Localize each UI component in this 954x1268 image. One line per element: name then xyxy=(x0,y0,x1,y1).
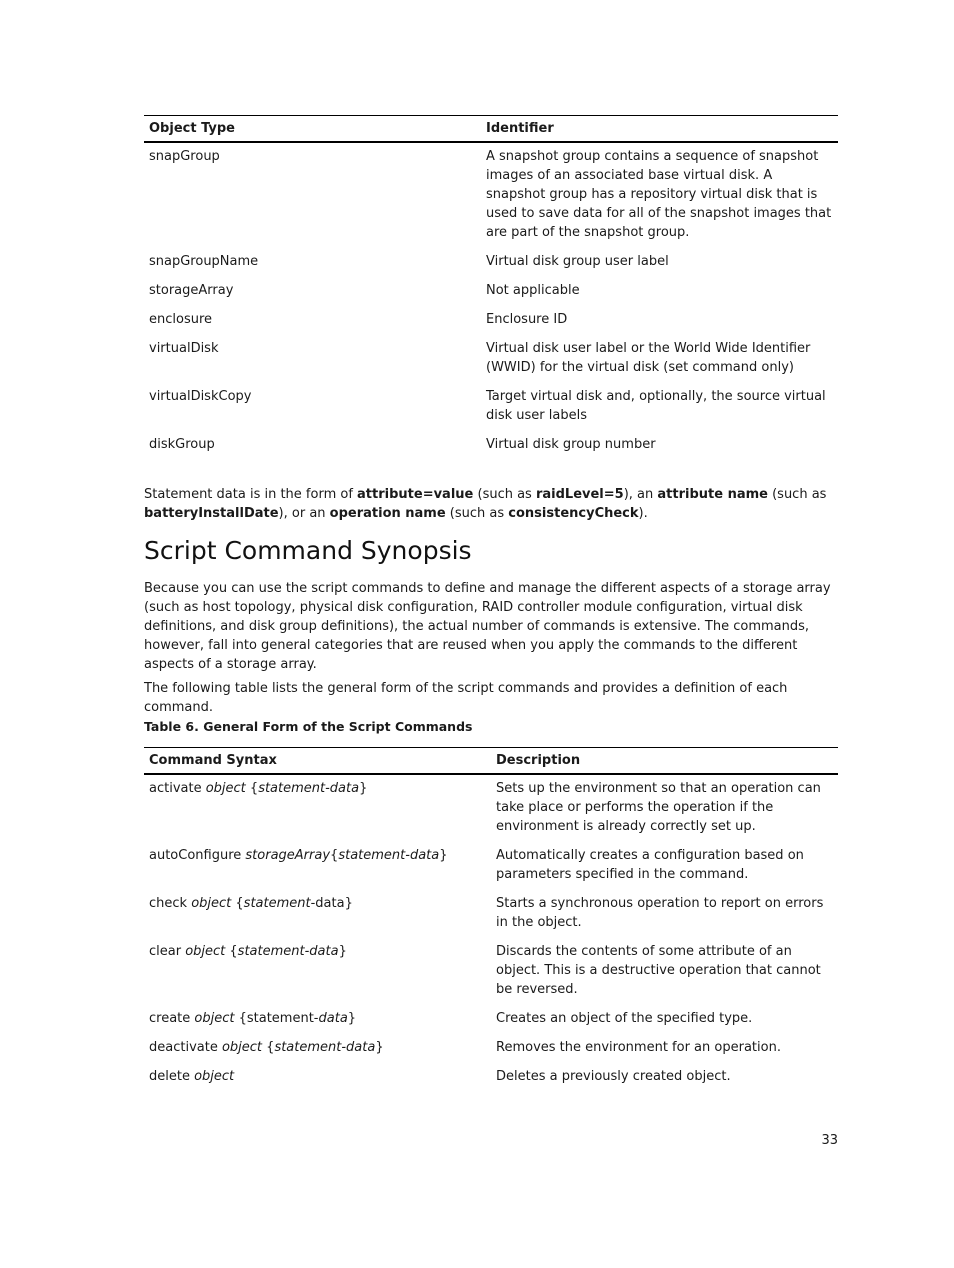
text-run: } xyxy=(338,944,347,959)
description-cell: Sets up the environment so that an operation can take place or performs the operation if the environment is already correctly set up. xyxy=(496,781,821,834)
command-syntax-cell xyxy=(144,894,491,942)
object-type-table xyxy=(144,115,838,464)
column-header-object-type: Object Type xyxy=(144,116,481,143)
bold-term: consistencyCheck xyxy=(508,506,639,521)
section-title: Script Command Synopsis xyxy=(144,536,472,565)
table-caption: Table 6. General Form of the Script Commands xyxy=(144,719,473,734)
identifier-cell: Enclosure ID xyxy=(486,312,568,327)
text-run: { xyxy=(245,781,259,796)
table-row xyxy=(144,774,838,846)
object-term: object xyxy=(191,896,232,911)
description-cell: Automatically creates a configuration based on parameters specified in the command. xyxy=(496,848,804,882)
intro-paragraph: Because you can use the script commands to define and manage the different aspects of a storage array (such as host topology, physical disk configuration, RAID controller module configuration, virtual disk definitions, and disk group definitions), the actual number of commands is extensive. The commands, however, fall into general categories that are reused when you apply the commands to the different aspects of a storage array. xyxy=(144,581,831,672)
table-row xyxy=(144,1067,838,1096)
command-name: create xyxy=(149,1011,195,1026)
command-name: autoConfigure xyxy=(149,848,246,863)
text-run: } xyxy=(347,1011,357,1026)
table-row xyxy=(144,1038,838,1067)
object-term: object xyxy=(185,944,226,959)
table-row xyxy=(144,387,838,435)
table-row xyxy=(144,252,838,281)
table-row xyxy=(144,435,838,464)
object-term: object xyxy=(194,1011,235,1026)
text-run: { xyxy=(225,944,238,959)
text-run: } xyxy=(359,781,368,796)
object-type-cell: snapGroupName xyxy=(149,254,259,269)
identifier-cell: Virtual disk group user label xyxy=(486,254,669,269)
object-type-cell: snapGroup xyxy=(149,149,220,164)
command-name: deactivate xyxy=(149,1040,222,1055)
identifier-cell: Virtual disk group number xyxy=(486,437,656,452)
command-syntax-cell xyxy=(144,1009,491,1038)
object-type-cell: virtualDisk xyxy=(149,341,219,356)
argument-term: statement-data xyxy=(274,1040,376,1055)
identifier-cell: Target virtual disk and, optionally, the source virtual disk user labels xyxy=(486,389,826,423)
argument-term: data xyxy=(318,1011,348,1026)
text-run: ), an xyxy=(623,487,658,502)
text-run: (such as xyxy=(445,506,509,521)
object-type-cell: storageArray xyxy=(149,283,234,298)
table-row xyxy=(144,281,838,310)
table-row xyxy=(144,339,838,387)
description-cell: Discards the contents of some attribute of an object. This is a destructive operation that cannot be reversed. xyxy=(496,944,821,997)
command-syntax-cell xyxy=(144,942,491,1009)
table-row xyxy=(144,142,838,252)
description-cell: Deletes a previously created object. xyxy=(496,1069,731,1084)
bold-term: attribute name xyxy=(657,487,768,502)
text-run: { xyxy=(262,1040,275,1055)
column-header-command-syntax: Command Syntax xyxy=(144,748,491,775)
description-cell: Creates an object of the specified type. xyxy=(496,1011,753,1026)
command-syntax-cell xyxy=(144,774,491,846)
column-header-description: Description xyxy=(491,748,838,775)
page-number: 33 xyxy=(821,1133,838,1148)
object-term: object xyxy=(221,1040,263,1055)
description-cell: Starts a synchronous operation to report on errors in the object. xyxy=(496,896,824,930)
table-row xyxy=(144,942,838,1009)
object-type-cell: enclosure xyxy=(149,312,213,327)
command-name: clear xyxy=(149,944,186,959)
bold-term: attribute=value xyxy=(357,487,474,502)
object-term: object xyxy=(194,1069,235,1084)
argument-term: statement-data xyxy=(258,781,360,796)
command-syntax-cell xyxy=(144,1067,491,1096)
text-run: { xyxy=(330,848,339,863)
table-row xyxy=(144,310,838,339)
text-run: -data} xyxy=(310,896,353,911)
column-header-identifier: Identifier xyxy=(481,116,838,143)
bold-term: operation name xyxy=(329,506,446,521)
command-name: activate xyxy=(149,781,206,796)
text-run: Statement data is in the form of xyxy=(144,487,358,502)
statement-data-paragraph xyxy=(144,485,838,523)
text-run: (such as xyxy=(767,487,827,502)
object-type-cell: diskGroup xyxy=(149,437,215,452)
text-run: {statement- xyxy=(234,1011,319,1026)
table-row xyxy=(144,1009,838,1038)
command-name: check xyxy=(149,896,192,911)
argument-term: statement-data xyxy=(338,848,440,863)
object-term: object xyxy=(205,781,246,796)
command-syntax-cell xyxy=(144,846,491,894)
text-run: { xyxy=(231,896,244,911)
object-type-cell: virtualDiskCopy xyxy=(149,389,252,404)
command-name: delete xyxy=(149,1069,195,1084)
table-row xyxy=(144,894,838,942)
identifier-cell: A snapshot group contains a sequence of snapshot images of an associated base virtual disk. A snapshot group has a repository virtual disk that is used to save data for all of the snapshot images that are part of the snapshot group. xyxy=(486,149,832,240)
description-cell: Removes the environment for an operation. xyxy=(496,1040,781,1055)
text-run: ). xyxy=(638,506,648,521)
identifier-cell: Virtual disk user label or the World Wide Identifier (WWID) for the virtual disk (set command only) xyxy=(486,341,811,375)
command-syntax-cell xyxy=(144,1038,491,1067)
table-intro-paragraph: The following table lists the general form of the script commands and provides a definition of each command. xyxy=(144,681,788,715)
text-run: } xyxy=(439,848,448,863)
text-run: (such as xyxy=(473,487,536,502)
bold-term: raidLevel=5 xyxy=(535,487,624,502)
page-content xyxy=(144,115,838,1096)
identifier-cell: Not applicable xyxy=(486,283,580,298)
table-row xyxy=(144,846,838,894)
object-term: storageArray xyxy=(245,848,331,863)
script-commands-table xyxy=(144,747,838,1096)
bold-term: batteryInstallDate xyxy=(144,506,279,521)
text-run: ), or an xyxy=(278,506,330,521)
text-run: } xyxy=(375,1040,384,1055)
argument-term: statement-data xyxy=(237,944,339,959)
argument-term: statement xyxy=(243,896,311,911)
